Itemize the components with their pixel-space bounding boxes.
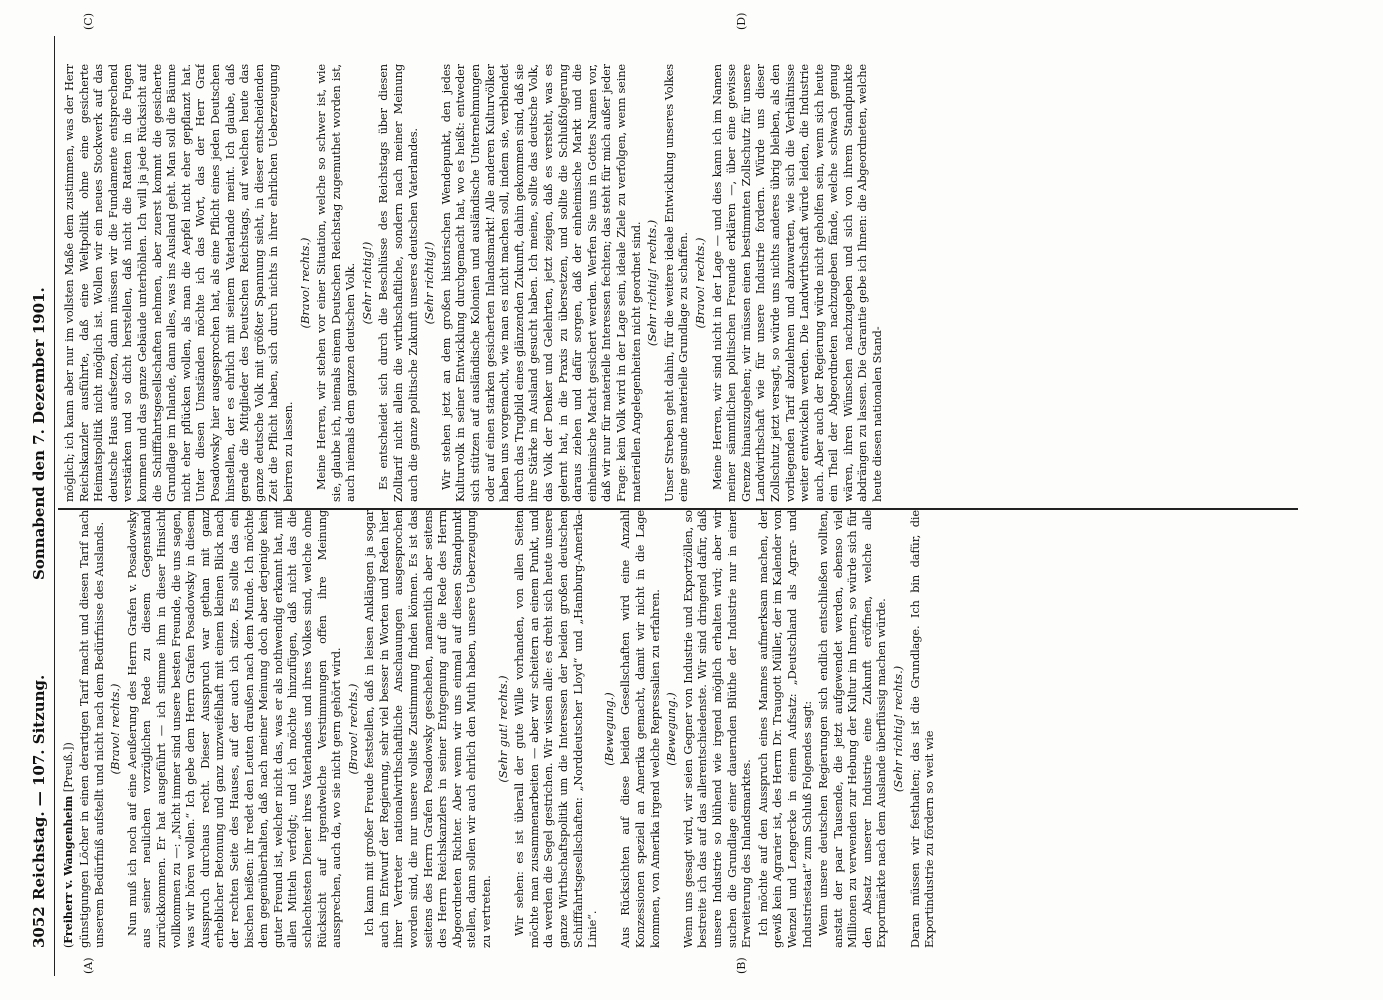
margin-mark-a: (A) xyxy=(82,957,95,974)
speaker-name: Freiherr v. Wangenheim xyxy=(62,795,75,944)
interjection: (Bravo! rechts.) xyxy=(108,683,123,775)
paragraph: Daran müssen wir festhalten; das ist die Grundlage. Ich bin dafür, die Exportindustrie zu fördern so weit wie xyxy=(907,510,937,948)
paragraph: möglich; ich kann aber nur im vollsten Maße dem zustimmen, was der Herr Reichskanzler ausführte, daß eine Weltpolitik ohne eine gesicherte Heimatspolitik nicht möglich ist. Wollen wir ein neues Stockwerk auf das deutsche Haus aufsetzen, dann müssen wir die Fundamente entsprechend verstärken und so dicht herstellen, daß nicht die Ratten in die Fugen kommen und das ganze Gebäude unterhöhlen. Ich will ja jede Rücksicht auf die Schifffahrtsgesellschaften nehmen, aber zuerst kommt die gesicherte Grundlage im Inlande, dann alles, was ins Ausland geht. Man soll die Bäume nicht eher pflücken wollen, als man die Aepfel nicht eher gepflanzt hat. Unter diesen Umständen möchte ich das Wort, das der Herr Graf Posadowsky hier ausgesprochen hat, als eine Pflicht eines jeden Deutschen hinstellen, der es ehrlich mit seinem Vaterlande meint. Ich glaube, daß gerade die Mitglieder des Deutschen Reichstags, auf welchen heute das ganze deutsche Volk mit größter Spannung sieht, in dieser entscheidenden Zeit die Pflicht haben, sich durch nichts in ihrer ehrlichen Ueberzeugung beirren zu lassen. xyxy=(62,64,295,502)
interjection: (Sehr richtig! rechts.) xyxy=(891,665,906,793)
running-head: (Freiherr v. Wangenheim [Preuß.]) xyxy=(62,742,75,948)
column-divider xyxy=(58,508,1298,510)
page-header xyxy=(28,36,55,976)
right-column xyxy=(62,64,1292,502)
interjection: (Bewegung.) xyxy=(664,692,679,766)
paragraph: Unser Streben geht dahin, für die weitere ideale Entwicklung unseres Volkes eine gesunde materielle Grundlage zu schaffen. xyxy=(661,64,691,502)
session-date: Sonnabend den 7. Dezember 1901. xyxy=(30,287,48,580)
interjection: (Bravo! rechts.) xyxy=(345,683,360,775)
interjection: (Bewegung.) xyxy=(601,692,616,766)
paragraph: Wir stehen jetzt an dem großen historischen Wendepunkt, den jedes Kulturvolk in seiner Entwicklung durchgemacht hat, wo es heißt: entweder sich stützen auf ausländische Kolonien und ausländische Unternehmungen oder auf einen starken gesicherten Inlandsmarkt! Alle anderen Kulturvölker haben uns vorgemacht, wie man es nicht machen soll, indem sie, verblendet durch das Trugbild eines glänzenden Zukunft, dahin gekommen sind, daß sie ihre Stärke im Ausland gesucht haben. Ich meine, sollte das deutsche Volk, das Volk der Denker und Gelehrten, jetzt zeigen, daß es versteht, was es gelernt hat, in die Praxis zu übersetzen, und sollte die Schlußfolgerung daraus ziehen und dafür sorgen, daß der einheimische Markt und die einheimische Macht gesichert werden. Werfen Sie uns in Gottes Namen vor, daß wir nur für materielle Interessen fechten; das steht für mich außer jeder Frage: kein Volk wird in der Lage sein, ideale Ziele zu verfolgen, wenn seine materiellen Angelegenheiten nicht geordnet sind. xyxy=(438,64,643,502)
interjection: (Bravo! rechts.) xyxy=(692,237,707,329)
paragraph: Meine Herren, wir stehen vor einer Situation, welche so schwer ist, wie sie, glaube ich, niemals einem Deutschen Reichstag zugemuthet worden ist, auch niemals dem ganzen deutschen Volk. xyxy=(314,64,358,502)
paragraph: Ich kann mit großer Freude feststellen, daß in leisen Anklängen ja sogar auch im Entwurf der Regierung, sehr viel besser in Worten und Reden hier ihrer Vertreter nationalwirthschaftliche Anschauungen ausgesprochen worden sind, die nur unsere vollste Zustimmung finden können. Es ist das seitens des Herrn Grafen Posadowsky geschehen, namentlich aber seitens des Herrn Reichskanzlers in seiner Entgegnung auf die Rede des Herrn Abgeordneten Richter. Aber wenn wir uns einmal auf diesen Standpunkt stellen, dann sollen wir auch ehrlich den Muth haben, unsere Ueberzeugung zu vertreten. xyxy=(362,510,494,948)
interjection: (Sehr gut! rechts.) xyxy=(495,675,510,783)
margin-mark-d: (D) xyxy=(735,12,748,30)
paragraph: günstigungen Löcher in einen derartigen Tarif macht und diesen Tarif nach unserem Bedürfniß aufstellt und nicht nach dem Bedürfnisse des Auslands. xyxy=(77,510,106,948)
paragraph: Wenn uns gesagt wird, wir seien Gegner von Industrie und Exportzöllen, so bestreite ich das auf das allerentschiedenste. Wir sind dringend dafür, daß unsere Industrie so blühend wie irgend möglich erhalten wird; aber wir suchen die Grundlage einer dauernden Blüthe der Industrie nur in einer Erweiterung des Inlandsmarktes. xyxy=(680,510,754,948)
paragraph: Ich möchte auf den Ausspruch eines Mannes aufmerksam machen, der gewiß kein Agrarier ist, des Herrn Dr. Traugott Müller, der im Kalender von Wenzel und Lengercke in einem Aufsatz: „Deutschland als Agrar- und Industriestaat“ zum Schluß Folgendes sagt: xyxy=(755,510,814,948)
paragraph: Wir sehen: es ist überall der gute Wille vorhanden, von allen Seiten möchte man zusammenarbeiten — aber wir scheitern an einem Punkt, und da werden die Segel gestrichen. Wir wissen alle: es dreht sich heute unsere ganze Wirthschaftspolitik um die Interessen der beiden großen deutschen Schifffahrtsgesellschaften: „Norddeutscher Lloyd“ und „Hamburg-Amerika-Linie“. xyxy=(512,510,600,948)
paragraph: Aus Rücksichten auf diese beiden Gesellschaften wird eine Anzahl Konzessionen speziell an Amerika gemacht, damit wir nicht in die Lage kommen, von Amerika irgend welche Repressalien zu erfahren. xyxy=(618,510,662,948)
interjection: (Sehr richtig!) xyxy=(422,241,437,325)
interjection: (Bravo! rechts.) xyxy=(297,237,312,329)
paragraph: Es entscheidet sich durch die Beschlüsse des Reichstags über diesen Zolltarif nicht allein die wirthschaftliche, sondern nach meiner Meinung auch die ganze politische Zukunft unseres deutschen Vaterlandes. xyxy=(376,64,420,502)
interjection: (Sehr richtig!) xyxy=(359,241,374,325)
margin-mark-b: (B) xyxy=(735,957,748,974)
page-number: 3052 xyxy=(30,906,48,948)
paragraph: Nun muß ich noch auf eine Aeußerung des Herrn Grafen v. Posadowsky aus seiner neulichen vorzüglichen Rede zu diesem Gegenstand zurückkommen. Er hat ausgeführt — ich stimme ihm in dieser Hinsicht vollkommen zu —: „Nicht immer sind unsere besten Freunde, die uns sagen, was wir hören wollen.“ Ich gebe dem Herrn Grafen Posadowsky in diesem Ausspruch durchaus recht. Dieser Ausspruch war gethan mit ganz erheblicher Betonung und ganz unzweifelhaft mit einem kleinen Blick nach der rechten Seite des Hauses, auf der auch ich sitze. Es sollte das ein bischen heißen: ihr redet den Leuten draußen nach dem Munde. Ich möchte dem gegenüberhalten, daß nach meiner Meinung doch aber derjenige kein guter Freund ist, welcher nicht das, was er als nothwendig erkannt hat, mit allen Mitteln verfolgt; und ich möchte hinzufügen, daß nicht das die schlechtesten Diener ihres Vaterlandes und ihres Volkes sind, welche ohne Rücksicht auf irgendwelche Verstimmungen offen ihre Meinung aussprechen, auch da, wo sie nicht gern gehört wird. xyxy=(124,510,344,948)
interjection: (Sehr richtig! rechts.) xyxy=(645,219,660,347)
left-column xyxy=(62,510,1292,948)
speaker-party: [Preuß.] xyxy=(62,746,75,793)
paragraph: Meine Herren, wir sind nicht in der Lage — und dies kann ich im Namen meiner sämmtlichen politischen Freunde erklären —, über eine gewisse Grenze hinauszugehen; wir müssen einen bestimmten Zollschutz für unsere Landwirthschaft wie für unsere Industrie fordern. Würde uns dieser Zollschutz jetzt versagt, so würde uns nichts anderes übrig bleiben, als den vorliegenden Tarif abzulehnen und abzuwarten, wie sich die Verhältnisse weiter entwickeln werden. Die Landwirthschaft würde leiden, die Industrie auch. Aber auch der Regierung würde nicht geholfen sein, wenn sich heute ein Theil der Abgeordneten nachzugeben fände, welche schwach genug wären, ihren Wünschen nachzugeben und sich von ihrem Standpunkte abdrängen zu lassen. Die Garantie gebe ich Ihnen: die Abgeordneten, welche heute diesen nationalen Stand- xyxy=(709,64,885,502)
margin-mark-c: (C) xyxy=(82,13,95,30)
session-title: Reichstag. — 107. Sitzung. xyxy=(30,674,48,900)
paragraph: Wenn unsere deutschen Regierungen sich endlich entschließen wollten, anstatt der paar Tausende, die jetzt aufgewendet werden, ebenso viel Millionen zu verwenden zur Hebung der Kultur im Innern, so würde sich für den Absatz unserer Industrie eine Zukunft eröffnen, welche alle Exportmärkte nach dem Auslande überflüssig machen würde. xyxy=(816,510,889,948)
